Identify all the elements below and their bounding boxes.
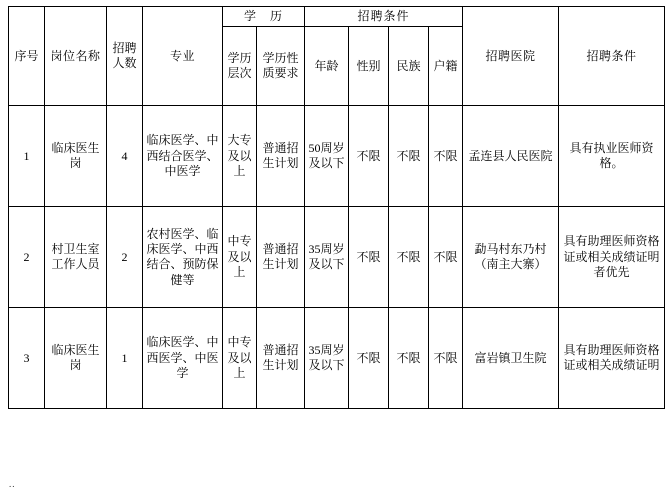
cell-nation: 不限 bbox=[389, 106, 429, 207]
cell-hukou: 不限 bbox=[429, 207, 463, 308]
cell-age: 50周岁及以下 bbox=[305, 106, 349, 207]
cell-age: 35周岁及以下 bbox=[305, 308, 349, 409]
header-group-education: 学 历 bbox=[223, 7, 305, 27]
header-post-name: 岗位名称 bbox=[45, 7, 107, 106]
cell-edu-nature: 普通招生计划 bbox=[257, 308, 305, 409]
header-edu-level: 学历层次 bbox=[223, 27, 257, 106]
cell-sex: 不限 bbox=[349, 106, 389, 207]
header-nation: 民族 bbox=[389, 27, 429, 106]
header-hospital: 招聘医院 bbox=[463, 7, 559, 106]
cell-edu-nature: 普通招生计划 bbox=[257, 106, 305, 207]
cell-edu-level: 中专及以上 bbox=[223, 308, 257, 409]
header-major: 专业 bbox=[143, 7, 223, 106]
table-row bbox=[9, 207, 665, 308]
cell-recruit-count: 2 bbox=[107, 207, 143, 308]
header-recruit-count: 招聘人数 bbox=[107, 7, 143, 106]
cell-recruit-count: 4 bbox=[107, 106, 143, 207]
cell-major: 临床医学、中西结合医学、中医学 bbox=[143, 106, 223, 207]
cell-sex: 不限 bbox=[349, 207, 389, 308]
header-sex: 性别 bbox=[349, 27, 389, 106]
cell-conditions: 具有助理医师资格证或相关成绩证明者优先 bbox=[559, 207, 665, 308]
header-age: 年龄 bbox=[305, 27, 349, 106]
header-conditions: 招聘条件 bbox=[559, 7, 665, 106]
header-seq: 序号 bbox=[9, 7, 45, 106]
header-group-conditions: 招聘条件 bbox=[305, 7, 463, 27]
cell-hospital: 孟连县人民医院 bbox=[463, 106, 559, 207]
cell-recruit-count: 1 bbox=[107, 308, 143, 409]
table-header-row-top bbox=[9, 7, 665, 27]
cell-post-name: 临床医生岗 bbox=[45, 106, 107, 207]
cell-hukou: 不限 bbox=[429, 106, 463, 207]
recruitment-table bbox=[8, 6, 665, 409]
cell-nation: 不限 bbox=[389, 308, 429, 409]
cell-post-name: 临床医生岗 bbox=[45, 308, 107, 409]
cell-hospital: 勐马村东乃村（南主大寨） bbox=[463, 207, 559, 308]
cell-edu-level: 大专及以上 bbox=[223, 106, 257, 207]
cell-sex: 不限 bbox=[349, 308, 389, 409]
cell-post-name: 村卫生室工作人员 bbox=[45, 207, 107, 308]
cell-seq: 1 bbox=[9, 106, 45, 207]
cell-conditions: 具有助理医师资格证或相关成绩证明 bbox=[559, 308, 665, 409]
cell-conditions: 具有执业医师资格。 bbox=[559, 106, 665, 207]
page-footer-marks: .. bbox=[9, 479, 16, 489]
cell-major: 临床医学、中西医学、中医学 bbox=[143, 308, 223, 409]
cell-seq: 3 bbox=[9, 308, 45, 409]
cell-major: 农村医学、临床医学、中西结合、预防保健等 bbox=[143, 207, 223, 308]
cell-hospital: 富岩镇卫生院 bbox=[463, 308, 559, 409]
cell-edu-nature: 普通招生计划 bbox=[257, 207, 305, 308]
cell-age: 35周岁及以下 bbox=[305, 207, 349, 308]
table-row bbox=[9, 106, 665, 207]
cell-edu-level: 中专及以上 bbox=[223, 207, 257, 308]
cell-hukou: 不限 bbox=[429, 308, 463, 409]
table-row bbox=[9, 308, 665, 409]
header-edu-nature: 学历性质要求 bbox=[257, 27, 305, 106]
cell-seq: 2 bbox=[9, 207, 45, 308]
cell-nation: 不限 bbox=[389, 207, 429, 308]
header-hukou: 户籍 bbox=[429, 27, 463, 106]
